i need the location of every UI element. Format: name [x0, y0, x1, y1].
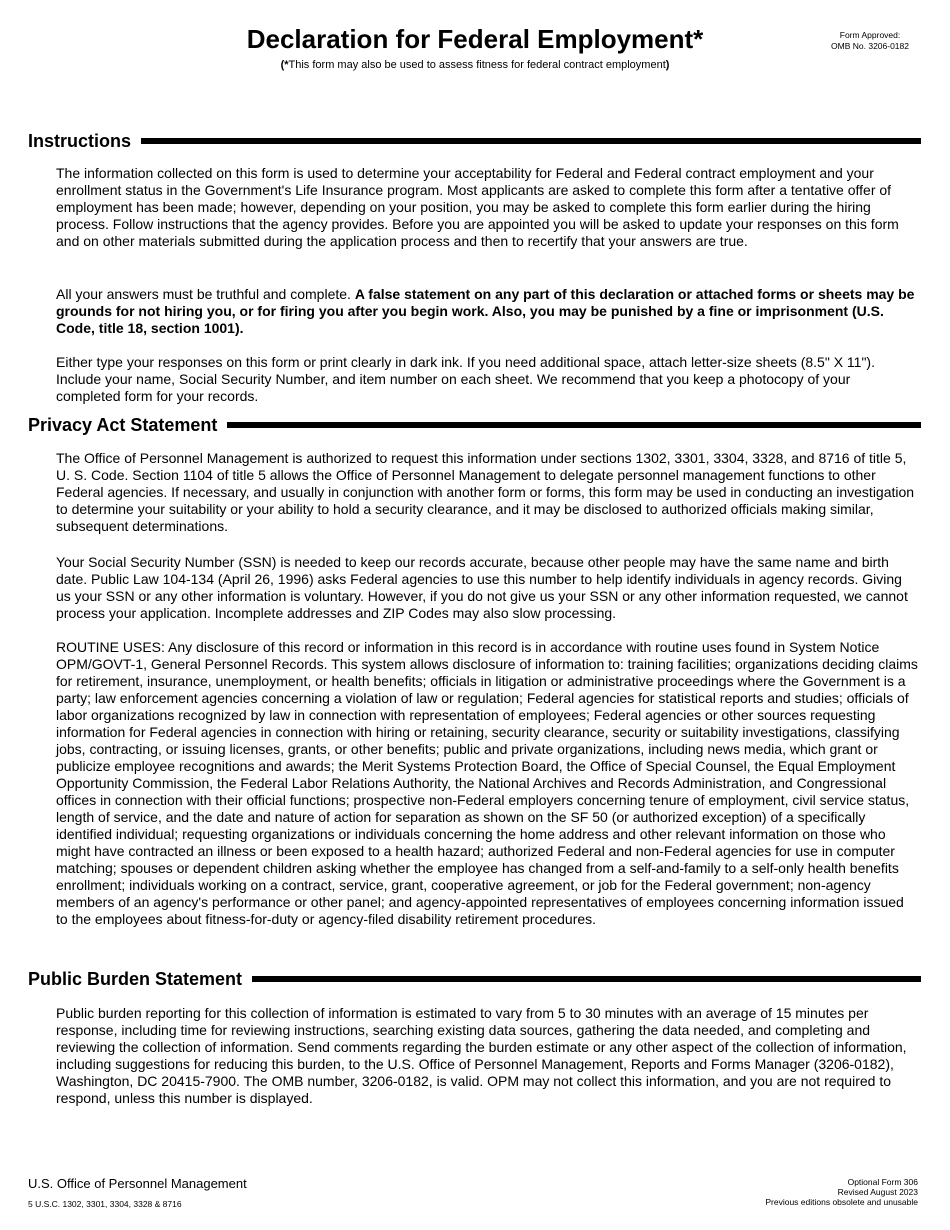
legal-citation: 5 U.S.C. 1302, 3301, 3304, 3328 & 8716: [28, 1199, 182, 1209]
instructions-paragraph-1: The information collected on this form is used to determine your acceptability for Federal and Federal contract employment and your enrollment status in the Government's Life Insurance program. Most applicants are asked to complete this form after a tentative offer of employment has been made; however, depending on your position, you may be asked to complete this form earlier during the hiring process. Follow instructions that the agency provides. Before you are appointed you will be asked to update your responses on this form and on other materials submitted during the application process and then to recertify that your answers are true.: [56, 165, 899, 249]
instructions-paragraph-3: Either type your responses on this form or print clearly in dark ink. If you need additional space, attach letter-size sheets (8.5" X 11"). Include your name, Social Security Number, and item number on each sheet. We recommend that you keep a photocopy of your completed form for your records.: [56, 354, 875, 404]
section-rule: [141, 138, 921, 144]
burden-paragraph: Public burden reporting for this collection of information is estimated to vary from 5 to 30 minutes with an average of 15 minutes per response, including time for reviewing instructions, searching existing data sources, gathering the data needed, and completing and reviewing the collection of information. Send comments regarding the burden estimate or any other aspect of the collection of information, including suggestions for reducing this burden, to the U.S. Office of Personnel Management, Reports and Forms Manager (3206-0182), Washington, DC 20415-7900. The OMB number, 3206-0182, is valid. OPM may not collect this information, and you are not required to respond, unless this number is displayed.: [56, 1005, 907, 1106]
privacy-heading: Privacy Act Statement: [28, 414, 218, 435]
privacy-section-header: [28, 414, 921, 436]
approval-label: Form Approved:: [839, 30, 901, 40]
revision-date: Revised August 2023: [837, 1187, 918, 1197]
instructions-paragraph-2: All your answers must be truthful and complete. A false statement on any part of this declaration or attached forms or sheets may be grounds for not hiring you, or for firing you after you begin work. Also, you may be punished by a fine or imprisonment (U.S. Code, title 18, section 1001).: [56, 286, 915, 336]
form-number: Optional Form 306: [847, 1177, 918, 1187]
form-title: Declaration for Federal Employment*: [246, 24, 704, 54]
omb-approval: [831, 30, 909, 52]
omb-number: OMB No. 3206-0182: [831, 41, 909, 51]
burden-heading: Public Burden Statement: [28, 968, 243, 989]
instructions-section-header: [28, 130, 921, 152]
privacy-paragraph-2: Your Social Security Number (SSN) is needed to keep our records accurate, because other people may have the same name and birth date. Public Law 104-134 (April 26, 1996) asks Federal agencies to use this number to help identify individuals in agency records. Giving us your SSN or any other information is voluntary. However, if you do not give us your SSN or any other information requested, we cannot process your application. Incomplete addresses and ZIP Codes may also slow processing.: [56, 554, 908, 621]
routine-uses-paragraph: ROUTINE USES: Any disclosure of this record or information in this record is in accordance with routine uses found in System Notice OPM/GOVT-1, General Personnel Records. This system allows disclosure of information to: training facilities; organizations deciding claims for retirement, insurance, unemployment, or health benefits; officials in litigation or administrative proceedings where the Government is a party; law enforcement agencies concerning a violation of law or regulation; Federal agencies for statistical reports and studies; officials of labor organizations recognized by law in connection with representation of employees; Federal agencies or other sources requesting information for Federal agencies in connection with hiring or retaining, security clearance, security or suitability investigations, classifying jobs, contracting, or issuing licenses, grants, or other benefits; public and private organizations, including news media, which grant or publicize employee recognitions and awards; the Merit Systems Protection Board, the Office of Special Counsel, the Equal Employment Opportunity Commission, the Federal Labor Relations Authority, the National Archives and Records Administration, and Congressional offices in connection with their official functions; prospective non-Federal employers concerning tenure of employment, civil service status, length of service, and the date and nature of action for separation as shown on the SF 50 (or authorized exception) of a specifically identified individual; requesting organizations or individuals concerning the home address and other relevant information on those who might have contracted an illness or been exposed to a health hazard; authorized Federal and non-Federal agencies for use in computer matching; spouses or dependent children asking whether the employee has changed from a self-and-family to a self-only health benefits enrollment; individuals working on a contract, service, grant, cooperative agreement, or job for the Federal government; non-agency members of an agency's performance or other panel; and agency-appointed representatives of employees concerning information issued to the employees about fitness-for-duty or agency-filed disability retirement procedures.: [56, 639, 918, 927]
form-subtitle: (*This form may also be used to assess fitness for federal contract employment): [280, 59, 670, 71]
burden-section-header: [28, 968, 921, 990]
instructions-heading: Instructions: [28, 130, 132, 151]
privacy-paragraph-1: The Office of Personnel Management is authorized to request this information under sections 1302, 3301, 3304, 3328, and 8716 of title 5, U. S. Code. Section 1104 of title 5 allows the Office of Personnel Management to delegate personnel management functions to other Federal agencies. If necessary, and usually in conjunction with another form or forms, this form may be used in conducting an investigation to determine your suitability or your ability to hold a security clearance, and it may be disclosed to authorized officials making similar, subsequent determinations.: [56, 450, 915, 534]
agency-name: U.S. Office of Personnel Management: [28, 1176, 247, 1191]
obsolete-notice: Previous editions obsolete and unusable: [765, 1197, 918, 1207]
section-rule: [227, 422, 921, 428]
section-rule: [252, 976, 921, 982]
form-identification: [765, 1177, 918, 1207]
